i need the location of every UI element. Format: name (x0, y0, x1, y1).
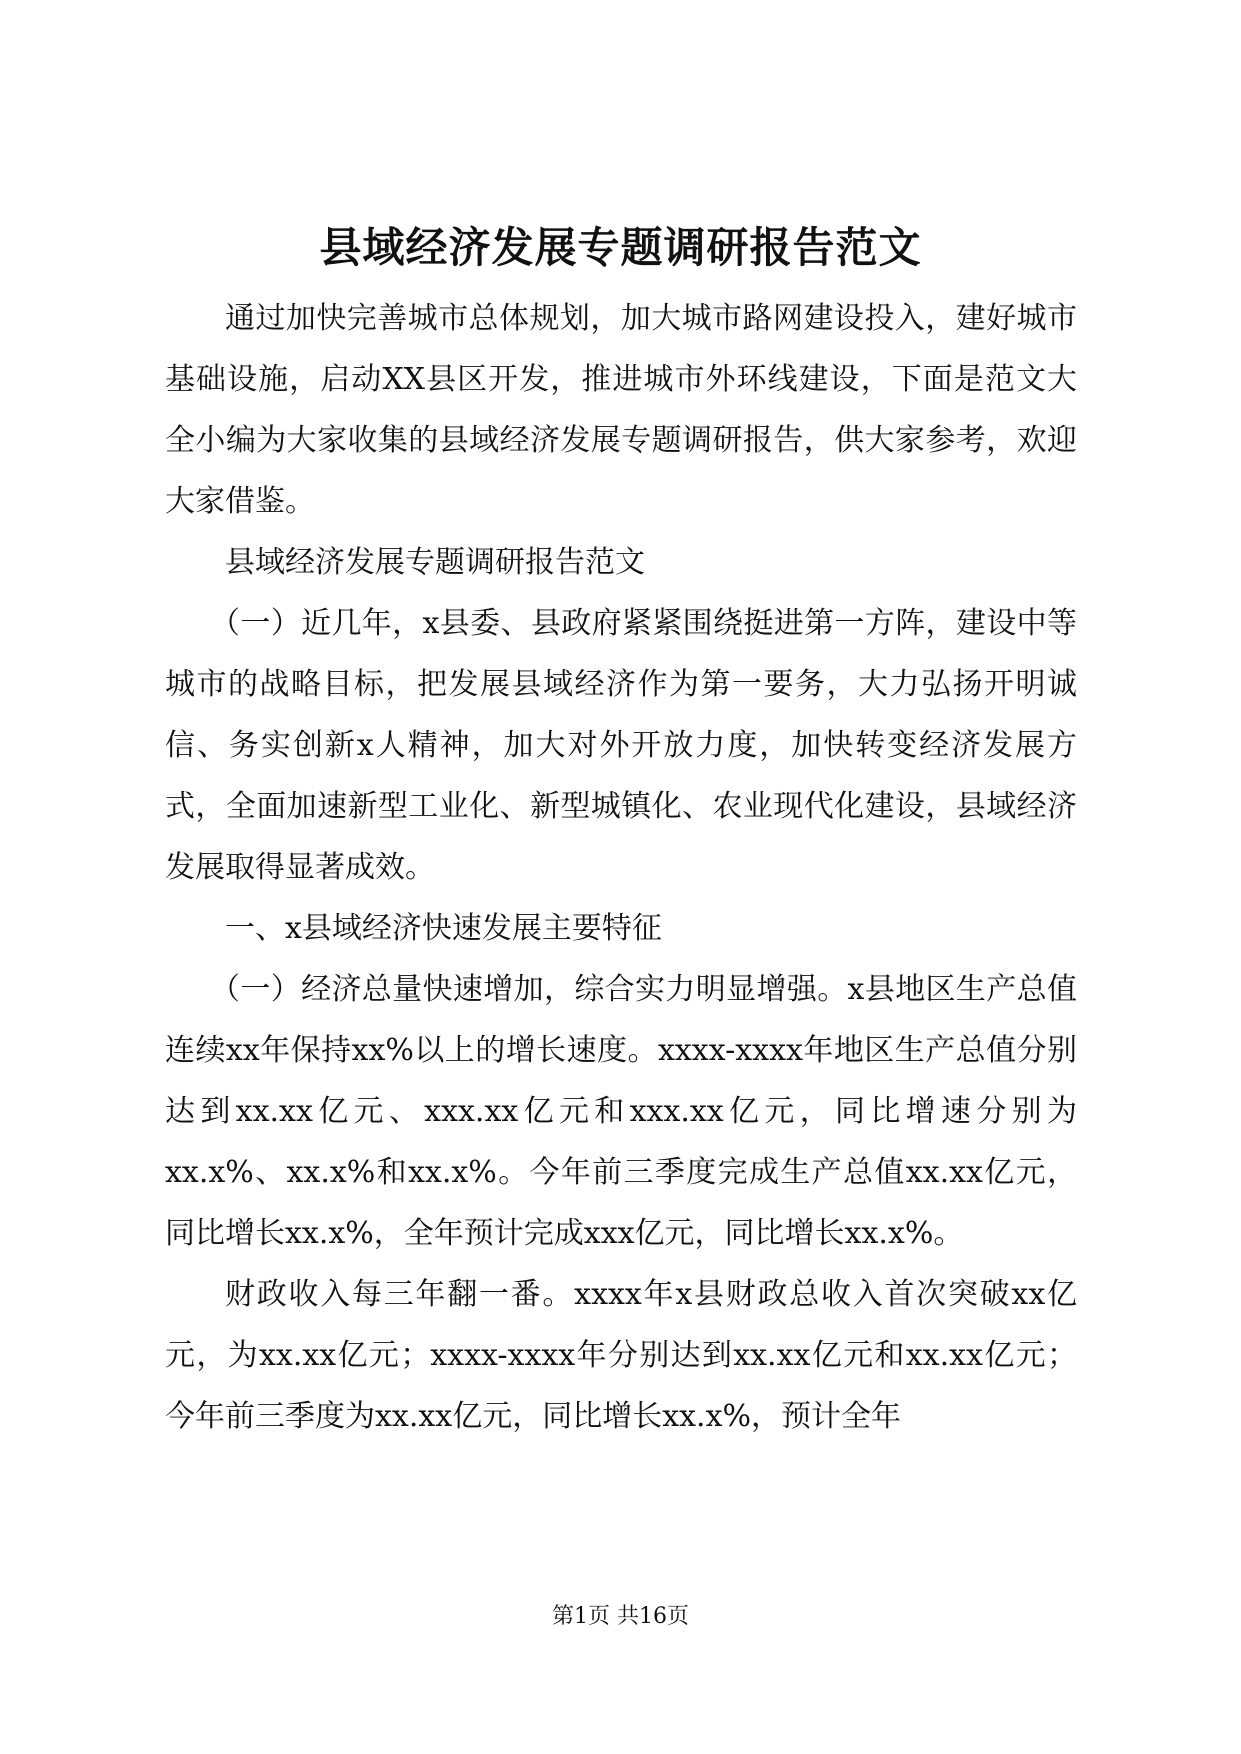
page-number: 第1页 (552, 1604, 610, 1629)
paragraph-economy: （一）经济总量快速增加，综合实力明显增强。x县地区生产总值连续xx年保持xx%以上的增长速度。xxxx-xxxx年地区生产总值分别达到xx.xx亿元、xxx.xx亿元和xxx.xx亿元，同比增速分别为xx.x%、xx.x%和xx.x%。今年前三季度完成生产总值xx.xx亿元，同比增长xx.x%，全年预计完成xxx亿元，同比增长xx.x%。 (165, 972, 1077, 1251)
document-body (165, 288, 1077, 1447)
paragraph-overview: （一）近几年，x县委、县政府紧紧围绕挺进第一方阵，建设中等城市的战略目标，把发展县域经济作为第一要务，大力弘扬开明诚信、务实创新x人精神，加大对外开放力度，加快转变经济发展方式，全面加速新型工业化、新型城镇化、农业现代化建设，县域经济发展取得显著成效。 (165, 606, 1077, 885)
page-total: 共16页 (617, 1604, 689, 1629)
page-footer (0, 1602, 1241, 1632)
section-heading: 一、x县域经济快速发展主要特征 (225, 911, 662, 946)
document-title: 县域经济发展专题调研报告范文 (319, 223, 922, 272)
paragraph-intro: 通过加快完善城市总体规划，加大城市路网建设投入，建好城市基础设施，启动XX县区开发，推进城市外环线建设，下面是范文大全小编为大家收集的县域经济发展专题调研报告，供大家参考，欢迎大家借鉴。 (165, 301, 1077, 519)
paragraph-finance: 财政收入每三年翻一番。xxxx年x县财政总收入首次突破xx亿元，为xx.xx亿元；xxxx-xxxx年分别达到xx.xx亿元和xx.xx亿元；今年前三季度为xx.xx亿元，同比增长xx.x%，预计全年 (165, 1277, 1077, 1434)
paragraph-subtitle: 县域经济发展专题调研报告范文 (225, 545, 645, 580)
